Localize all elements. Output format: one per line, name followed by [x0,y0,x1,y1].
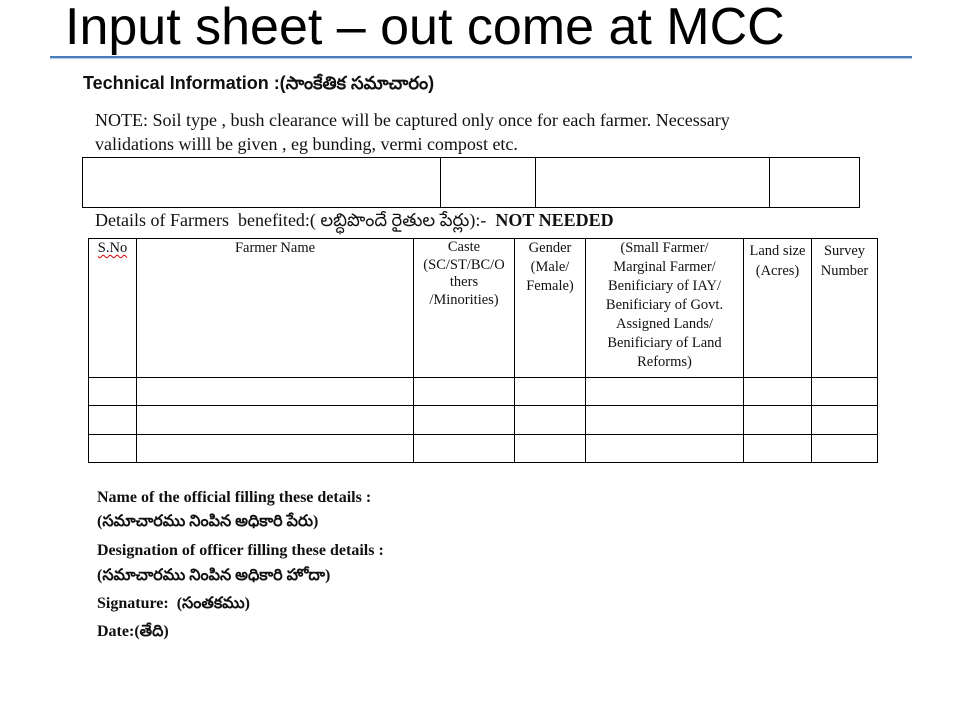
date-label: Date:(తేది) [97,623,169,640]
technical-info-heading: Technical Information :(సాంకేతిక సమాచారం) [83,73,435,93]
table-row [89,378,878,406]
farmer-details-heading [95,211,614,229]
table-cell [812,406,878,435]
official-designation-label-telugu: (సమాచారము నింపిన అధికారి హోదా) [97,567,331,584]
table-cell [744,406,812,435]
official-name-label-telugu: (సమాచారము నింపిన అధికారి పేరు) [97,513,319,530]
column-header-survey-number: Survey Number [812,239,878,378]
table-cell [414,435,515,463]
table-cell [137,406,414,435]
note-line-2: validations willl be given , eg bunding, vermi compost etc. [95,134,518,154]
table-cell [137,378,414,406]
table-cell [515,378,586,406]
note-line-1: NOTE: Soil type , bush clearance will be captured only once for each farmer. Necessary [95,110,730,130]
table-cell [515,406,586,435]
table-cell [89,406,137,435]
table-cell [586,435,744,463]
table-cell [744,435,812,463]
table-cell [414,378,515,406]
column-header-caste: Caste (SC/ST/BC/O thers /Minorities) [414,239,515,378]
signature-label: Signature: (సంతకము) [97,595,250,612]
official-name-label: Name of the official filling these details : [97,489,372,506]
column-header-sno-text: S.No [97,240,128,256]
table-row [89,406,878,435]
table-row [89,435,878,463]
table-cell [137,435,414,463]
blank-info-cell [770,158,860,208]
table-cell [89,435,137,463]
blank-info-cell [536,158,770,208]
farmer-details-heading-text: Details of Farmers benefited:( లబ్ధిపొందే రైతుల పేర్లు):- [95,210,487,230]
table-cell [812,378,878,406]
table-cell [586,378,744,406]
table-cell [414,406,515,435]
table-header-row [89,239,878,378]
column-header-gender: Gender (Male/ Female) [515,239,586,378]
blank-info-cell [83,158,441,208]
table-cell [744,378,812,406]
official-designation-label: Designation of officer filling these details : [97,542,384,559]
slide-title: Input sheet – out come at MCC [65,0,785,56]
column-header-sno [89,239,137,378]
table-cell [812,435,878,463]
table-cell [586,406,744,435]
column-header-farmer-name: Farmer Name [137,239,414,378]
table-cell [515,435,586,463]
table-cell [89,378,137,406]
farmer-details-table [88,238,878,463]
blank-info-table [82,157,860,208]
column-header-farmer-category: (Small Farmer/ Marginal Farmer/ Benificiary of IAY/ Benificiary of Govt. Assigned Lands/ Benificiary of Land Reforms) [586,239,744,378]
column-header-land-size: Land size (Acres) [744,239,812,378]
blank-info-row [83,158,860,208]
not-needed-flag: NOT NEEDED [495,210,614,230]
blank-info-cell [441,158,536,208]
